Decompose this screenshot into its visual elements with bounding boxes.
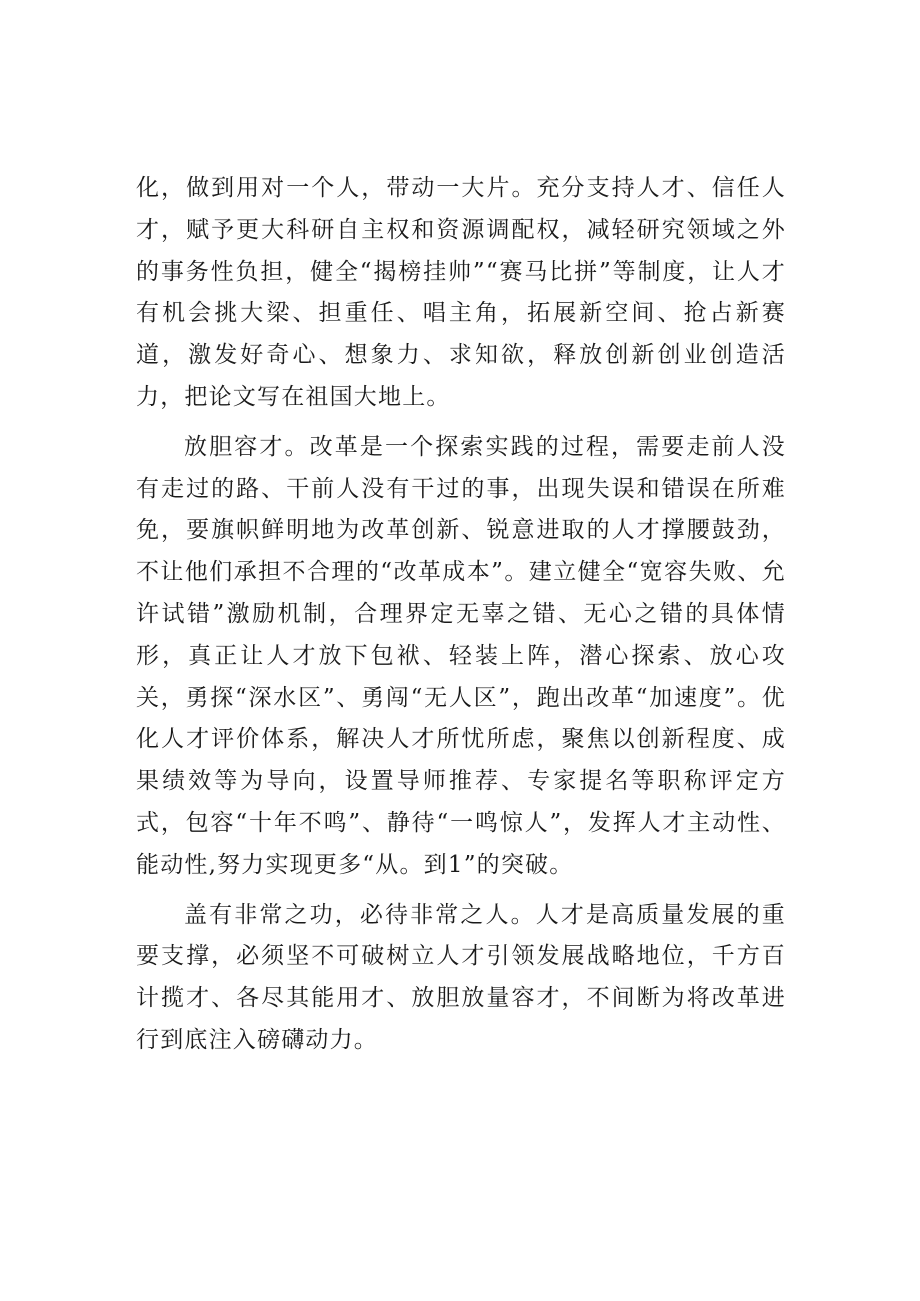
paragraph-continuation: 化，做到用对一个人，带动一大片。充分支持人才、信任人才，赋予更大科研自主权和资源调配权，减轻研究领域之外的事务性负担，健全“揭榜挂帅”“赛马比拼”等制度，让人才有机会挑大梁、担重任、唱主角，拓展新空间、抢占新赛道，激发好奇心、想象力、求知欲，释放创新创业创造活力，把论文写在祖国大地上。: [136, 175, 786, 410]
body-text: [136, 168, 786, 1062]
paragraph-bold-tolerance: 放胆容才。改革是一个探索实践的过程，需要走前人没有走过的路、干前人没有干过的事，出现失误和错误在所难免，要旗帜鲜明地为改革创新、锐意进取的人才撑腰鼓劲，不让他们承担不合理的“改革成本”。建立健全“宽容失败、允许试错”激励机制，合理界定无辜之错、无心之错的具体情形，真正让人才放下包袱、轻装上阵，潜心探索、放心攻关，勇探“深水区”、勇闯“无人区”，跑出改革“加速度”。优化人才评价体系，解决人才所忧所虑，聚焦以创新程度、成果绩效等为导向，设置导师推荐、专家提名等职称评定方式，包容“十年不鸣”、静待“一鸣惊人”，发挥人才主动性、能动性,努力实现更多“从。到1”的突破。: [136, 433, 786, 878]
paragraph-conclusion: 盖有非常之功，必待非常之人。人才是高质量发展的重要支撑，必须坚不可破树立人才引领发展战略地位，千方百计揽才、各尽其能用才、放胆放量容才，不间断为将改革进行到底注入磅礴动力。: [136, 901, 786, 1053]
